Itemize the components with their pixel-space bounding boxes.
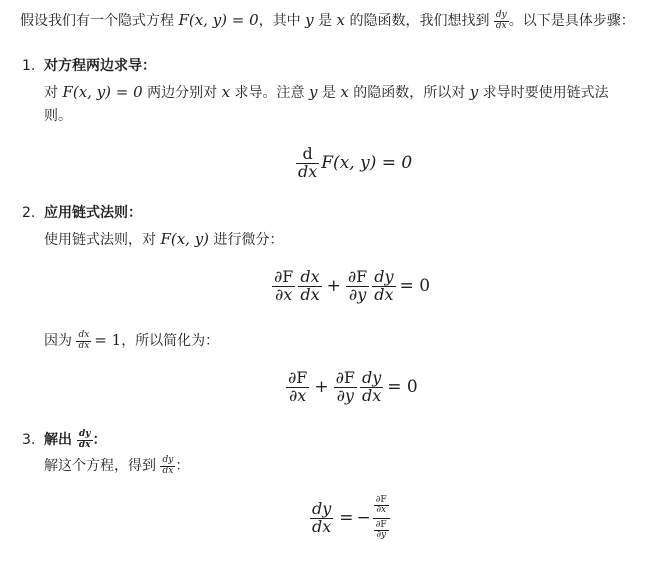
step1-body-line2: 则。: [44, 108, 72, 124]
intro-text: 。以下是具体步骤：: [508, 13, 635, 29]
step2-body: 使用链式法则，对 F(x, y) 进行微分：: [44, 230, 284, 248]
step2-number: 2.: [22, 205, 36, 221]
intro-text: 的隐函数，我们想找到: [345, 13, 494, 29]
step2-equation: F(x, y): [160, 230, 210, 248]
step3-title: 解出: [44, 432, 77, 448]
fraction-dxdx: $\frac{dx}{dx}$: [78, 330, 90, 351]
derivative-operator: $\frac{d}{dx}$: [298, 143, 318, 181]
intro-var-y: y: [305, 11, 314, 29]
intro-text: 是: [313, 13, 337, 29]
step1-display-equation: $\frac{d}{dx}$ F(x, y) = 0: [298, 143, 413, 181]
step3-fraction-dydx: $\frac{dy}{dx}$: [78, 429, 91, 450]
chain-rule-equation: $\frac{\partial F}{\partial x}$ $\frac{dx}{dx}$ + $\frac{\partial F}{\partial y}$ $\frac{dy}{dx}$ = 0: [274, 266, 431, 304]
intro-text: ，其中: [258, 13, 306, 29]
simplification-note: 因为 $\frac{dx}{dx}$ = 1，所以简化为：: [44, 330, 220, 351]
intro-var-x: x: [336, 11, 345, 29]
nested-fraction: $\frac{\frac{\partial F}{\partial x}}{\frac{\partial F}{\partial y}}$: [373, 496, 390, 541]
intro-paragraph: [20, 10, 635, 31]
step1-body-line1: 对 F(x, y) = 0 两边分别对 x 求导。注意 y 是 x 的隐函数，所以对 y 求导时要使用链式法: [44, 83, 609, 101]
step3-body: 解这个方程，得到 $\frac{dy}{dx}$ ：: [44, 455, 190, 476]
step2-title: 应用链式法则: [44, 205, 128, 221]
simplified-equation: $\frac{\partial F}{\partial x}$ + $\frac{\partial F}{\partial y}$ $\frac{dy}{dx}$ = 0: [288, 367, 418, 405]
step3-heading: 3. 解出 $\frac{dy}{dx}$ ：: [22, 429, 107, 450]
step1-equation: F(x, y) = 0: [62, 83, 143, 101]
intro-equation: F(x, y) = 0: [178, 11, 259, 29]
intro-fraction-dydx: $\frac{dy}{dx}$: [495, 10, 507, 31]
step3-body-fraction: $\frac{dy}{dx}$: [162, 455, 174, 476]
step1-heading: 1. 对方程两边求导：: [22, 58, 156, 74]
step3-number: 3.: [22, 432, 36, 448]
step1-title: 对方程两边求导: [44, 58, 142, 74]
intro-text: 假设我们有一个隐式方程: [20, 13, 179, 29]
final-result-equation: $\frac{dy}{dx}$ = − $\frac{\frac{\partial F}{\partial x}}{\frac{\partial F}{\partial y}}$: [310, 488, 390, 548]
step1-number: 1.: [22, 58, 36, 74]
step2-heading: 2. 应用链式法则：: [22, 205, 142, 221]
